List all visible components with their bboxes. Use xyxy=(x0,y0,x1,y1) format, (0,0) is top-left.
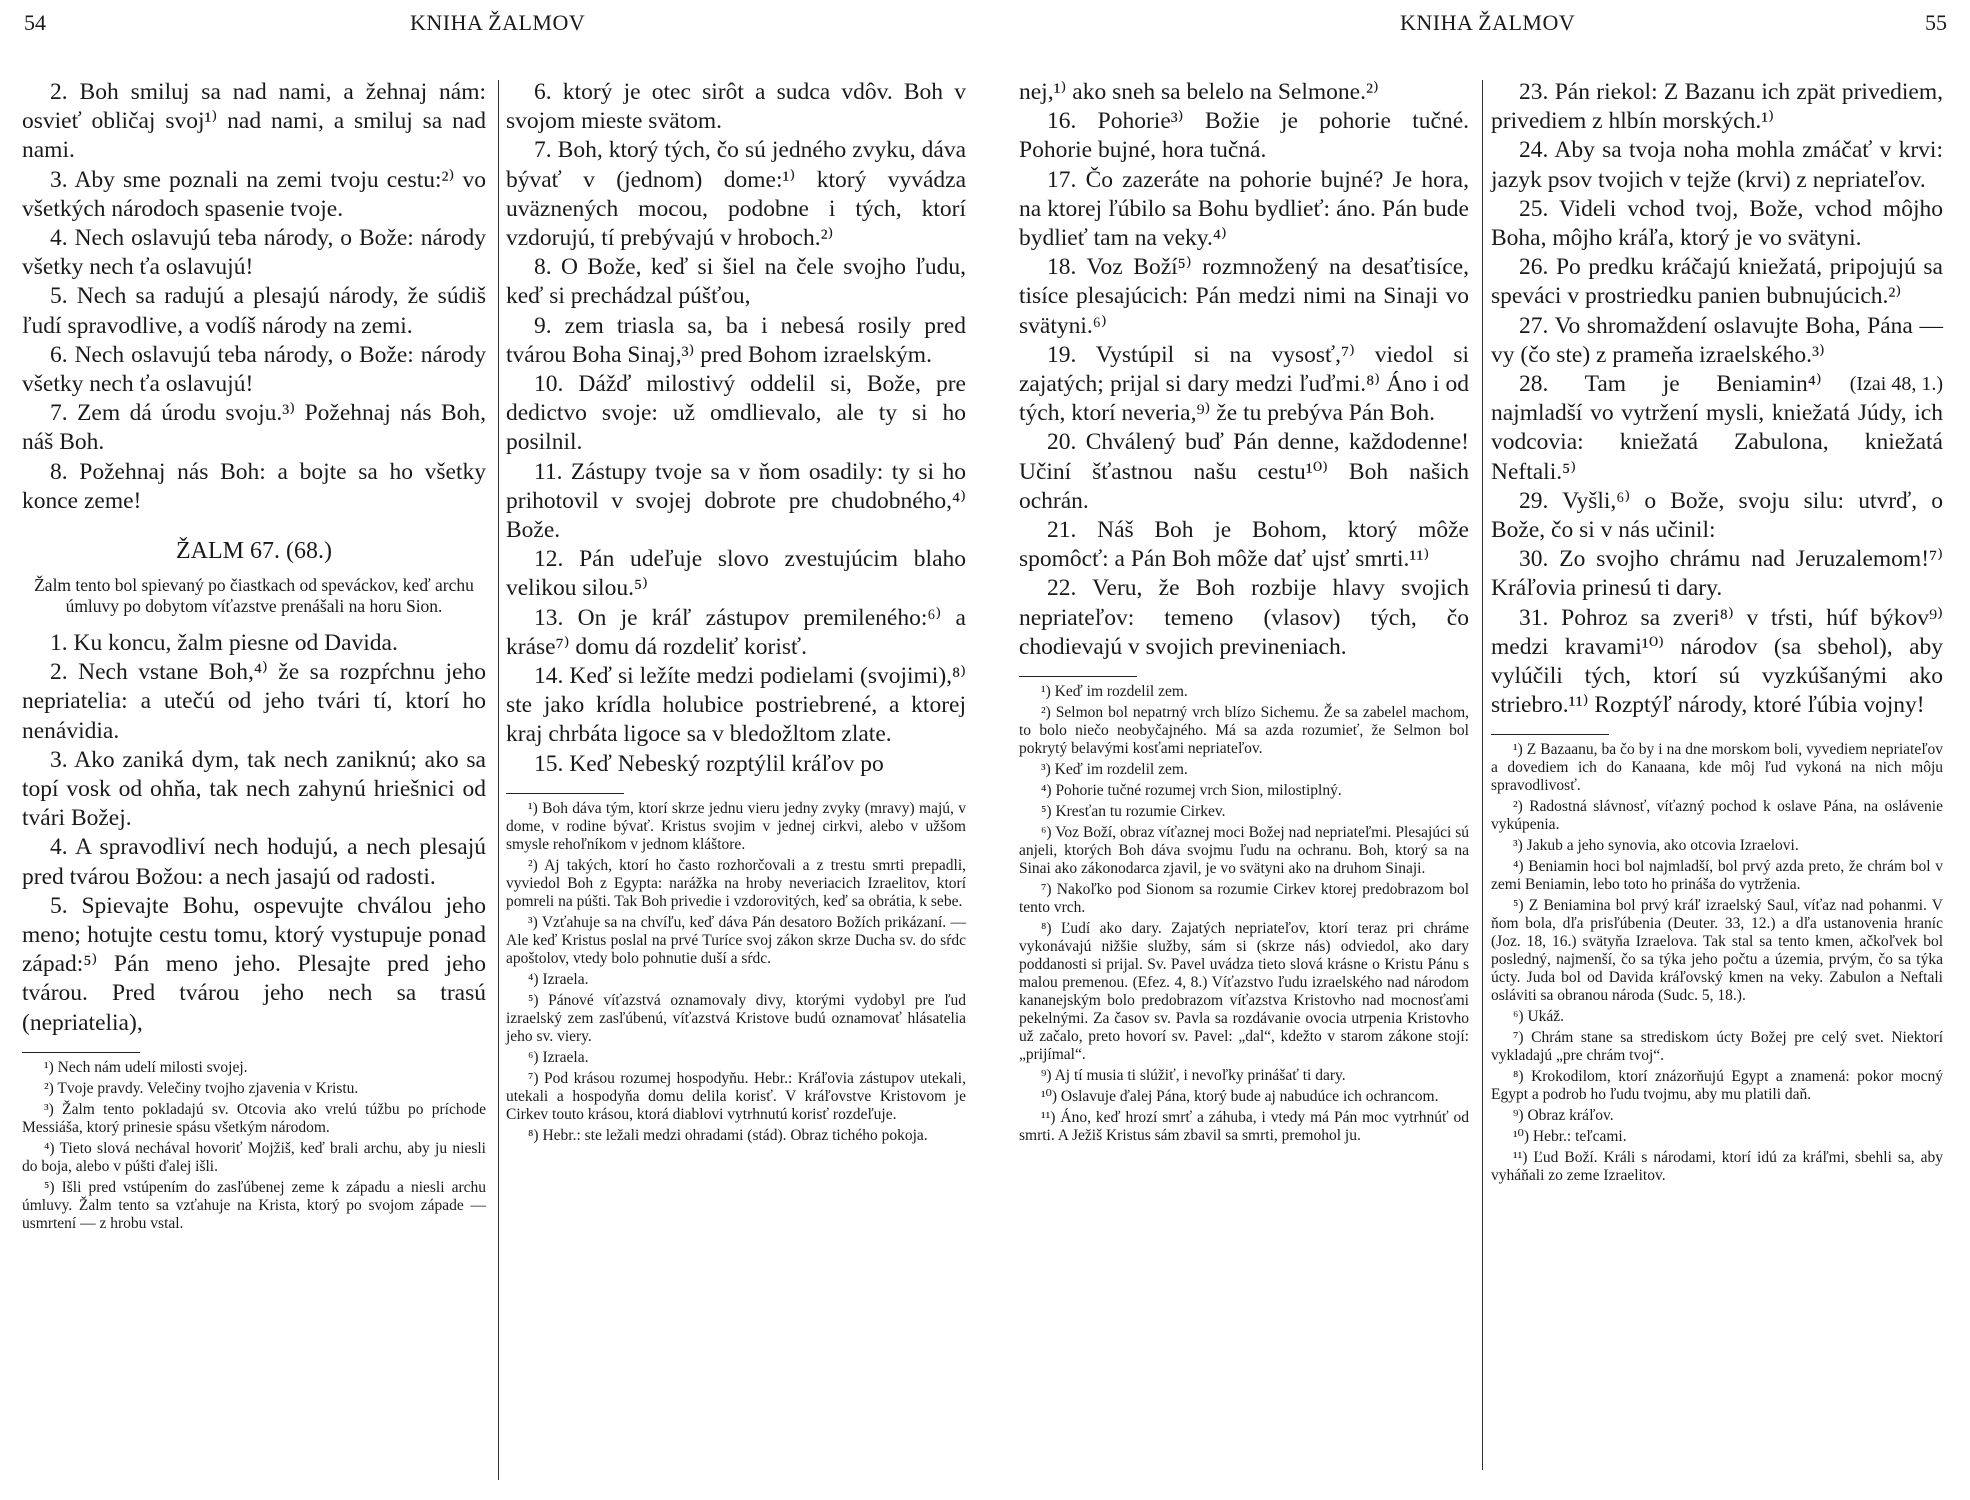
running-head: KNIHA ŽALMOV xyxy=(1400,10,1576,35)
footnote: ⁵) Išli pred vstúpením do zasľúbenej zeme k západu a niesli archu úmluvy. Žalm tento sa vzťahuje na Krista, ktorý po svojom západe — usmrtení — z hrobu vstal. xyxy=(22,1178,486,1232)
footnote: ⁸) Ľudí ako dary. Zajatých nepriateľov, ktorí teraz pri chráme vykonávajú nižšie služby, sám si (skrze nás) odviedol, ako dary poddanosti si prijal. Sv. Pavel uvádza tieto slová krásne o Kristu Pánu s malou premenou. (Efez. 4, 8.) Víťazstvo ľudu izraelského nad národom kananejským bolo predobrazom víťazstva Kristovho nad mocnosťami pekelnými. Za časov sv. Pavla sa rozdávanie ovocia utrpenia Kristovho už začalo, preto hovorí sv. Pavel: „dal“, kdežto v starom zákone stojí: „prijímal“. xyxy=(1019,920,1469,1064)
verse: 26. Po predku kráčajú kniežatá, pripojujú sa speváci v prostriedku panien bubnujúcich.²⁾ xyxy=(1491,254,1943,310)
verse: 13. On je kráľ zástupov premilenéhо:⁶⁾ a kráse⁷⁾ domu dá rozdeliť korisť. xyxy=(506,604,966,660)
verse: 14. Keď si ležíte medzi podielami (svojimi),⁸⁾ ste jako krídla holubice postriebrené, a ktorej kraj chrbáta ligoce sa v bledožltom zlate. xyxy=(506,663,966,748)
footnote: ²) Tvoje pravdy. Velečiny tvojho zjavenia v Kristu. xyxy=(44,1079,359,1097)
verse: 18. Voz Boží⁵⁾ rozmnožený na desaťtisíce, tisíce plesajúcich: Pán medzi nimi na Sinaji vo svätyni.⁶⁾ xyxy=(1019,254,1469,339)
footnote: ¹⁰) Hebr.: teľcami. xyxy=(1513,1128,1627,1146)
column-divider xyxy=(1482,80,1483,1470)
verse: 4. Nech oslavujú teba národy, o Bože: národy všetky nech ťa oslavujú! xyxy=(22,225,486,281)
footnote: ⁵) Z Beniamina bol prvý kráľ izraelský Saul, víťaz nad pohanmi. V ňom bola, dľa prisľúbenia (Deuter. 33, 12.) a dľa ustanovenia hraníc (Joz. 18, 16.) svätyňa Izraelova. Tak stal sa tento kmen, ačkoľvek bol posledný, najmenší, čo sa týka jeho počtu a územia, prvým, čo sa týka úcty. Juda bol od Davida kráľovský kmen na veky. Zabulon a Neftali osláviti sa obranou národa (Sudc. 5, 18.). xyxy=(1491,897,1943,1005)
footnote: ¹) Nech nám udelí milosti svojej. xyxy=(44,1058,248,1076)
footnote: ⁶) Voz Boží, obraz víťaznej moci Božej nad nepriateľmi. Plesajúci sú anjeli, ktorých Boh dáva svojmu ľudu na ochranu. Boh, ktorý sa na Sinai ako zákonodarca zjavil, je vo svätyni ako na druhom Sinaji. xyxy=(1019,824,1469,878)
verse: 4. A spravodliví nech hodujú, a nech plesajú pred tvárou Božou: a nech jasajú od radosti. xyxy=(22,834,486,890)
verse: 28. Tam je Beniamin⁴⁾ najmladší vo vytržení mysli, kniežatá Júdy, ich vodcovia: kniežatá Zabulona, kniežatá Neftali.⁵⁾ xyxy=(1491,371,1943,485)
footnote: ⁴) Beniamin hoci bol najmladší, bol prvý azda preto, že chrám bol v zemi Beniamin, lebo toto ho prináša do vytrženia. xyxy=(1491,858,1943,894)
footnote: ⁷) Chrám stane sa strediskom úcty Božej pre celý svet. Niektorí vykladajú „pre chrám tvoj“. xyxy=(1491,1029,1943,1065)
verse: 15. Keď Nebeský rozptýlil kráľov po xyxy=(534,750,884,777)
verse: 2. Boh smiluj sa nad nami, a žehnaj nám: osvieť obličaj svoj¹⁾ nad nami, a smiluj sa nad nami. xyxy=(22,79,486,164)
footnote: ⁵) Pánové víťazstvá oznamovaly divy, ktorými vydobyl pre ľud izraelský zem zasľúbenú, víťazstvá Kristove budú oznamovať hlásatelia jeho sv. viery. xyxy=(506,991,966,1045)
verse: 24. Aby sa tvoja noha mohla zmáčať v krvi: jazyk psov tvojich v tejže (krvi) z nepriateľov. xyxy=(1491,137,1943,193)
verse: 23. Pán riekol: Z Bazanu ich zpät privediem, privediem z hlbín morských.¹⁾ xyxy=(1491,79,1943,135)
verse: 8. Požehnaj nás Boh: a bojte sa ho všetky konce zeme! xyxy=(22,458,486,514)
verse: 5. Spievajte Bohu, ospevujte chválou jeho meno; hotujte cestu tomu, ktorý vystupuje ponad západ:⁵⁾ Pán meno jeho. Plesajte pred jeho tvárou. Pred tvárou jeho nech sa trasú (nepriatelia), xyxy=(22,892,486,1036)
verse: 8. O Bože, keď si šiel na čele svojho ľudu, keď si prechádzal púšťou, xyxy=(506,254,966,310)
footnote: ⁷) Pod krásou rozumej hospodyňu. Hebr.: Kráľovia zástupov utekali, utekali a hospodyňa domu delila korisť. V kráľovstve Kristovom je Cirkev touto krásou, ktorá diablovi vytrhnutú korisť rozdeľuje. xyxy=(506,1069,966,1123)
verse: 3. Aby sme poznali na zemi tvoju cestu:²⁾ vo všetkých národoch spasenie tvoje. xyxy=(22,166,486,222)
verse: 30. Zo svojho chrámu nad Jeruzalemom!⁷⁾ Kráľovia prinesú ti dary. xyxy=(1491,546,1943,602)
footnote: ¹) Z Bazaanu, ba čo by i na dne morskom boli, vyvediem nepriateľov a dovediem ich do Kanaana, kde môj ľud vykoná na nich môju spravodlivosť. xyxy=(1491,741,1943,795)
column-left-1 xyxy=(22,78,486,1236)
footnote: ¹) Keď im rozdelil zem. xyxy=(1041,683,1188,701)
verse: 6. ktorý je otec sirôt a sudca vdôv. Boh v svojom mieste svätom. xyxy=(506,79,966,135)
column-left-2 xyxy=(506,78,966,1148)
verse: 25. Videli vchod tvoj, Bože, vchod môjho Boha, môjho kráľa, ktorý je vo svätyni. xyxy=(1491,195,1943,252)
verse: 7. Zem dá úrodu svoju.³⁾ Požehnaj nás Boh, náš Boh. xyxy=(22,400,486,456)
verse: 7. Boh, ktorý tých, čo sú jedného zvyku, dáva bývať v (jednom) dome:¹⁾ ktorý vyvádza uväznených mocou, podobne i tých, ktorí vzdorujú, tí prebývajú v hroboch.²⁾ xyxy=(506,137,966,252)
psalm-title: ŽALM 67. (68.) xyxy=(176,538,332,565)
psalm-subtitle: Žalm tento bol spievaný po čiastkach od speváckov, keď archu úmluvy po dobytom víťazstve prenášali na horu Sion. xyxy=(34,575,474,617)
verse: 6. Nech oslavujú teba národy, o Bože: národy všetky nech ťa oslavujú! xyxy=(22,341,486,398)
verse: 29. Vyšli,⁶⁾ o Bože, svoju silu: utvrď, o Bože, čo si v nás učinil: xyxy=(1491,487,1943,544)
verse: 21. Náš Boh je Bohom, ktorý môže spomôcť: a Pán Boh môže dať ujsť smrti.¹¹⁾ xyxy=(1019,517,1469,573)
footnote: ⁶) Izraela. xyxy=(528,1048,589,1066)
verse: 3. Ako zaniká dym, tak nech zaniknú; ako sa topí vosk od ohňa, tak nech zahynú hriešnici od tvári Božej. xyxy=(22,746,486,832)
footnote: ⁴) Pohorie tučné rozumej vrch Sion, milostiplný. xyxy=(1041,782,1342,800)
footnote-rule xyxy=(1019,676,1137,677)
verse: 11. Zástupy tvoje sa v ňom osadily: ty si ho prihotovil v svojej dobrote pre chudobného,⁴⁾ Bože. xyxy=(506,458,966,544)
footnote: ¹¹) Ľud Boží. Králi s národami, ktorí idú za kráľmi, sbehli sa, aby vyháňali zo zeme Izraelitov. xyxy=(1491,1149,1943,1185)
footnote: ⁴) Izraela. xyxy=(528,970,589,988)
verse: 10. Dážď milostivý oddelil si, Bože, pre dedictvo svoje: už omdlievalo, ale ty si ho posilnil. xyxy=(506,371,966,456)
footnote: ²) Selmon bol nepatrný vrch blízo Sichemu. Že sa zabelel machom, to bolo niečo neobyčajného. Má sa azda rozumieť, že Selmon bol pokrytý belavými kosťami nepriateľov. xyxy=(1019,704,1469,758)
footnote: ³) Vzťahuje sa na chvíľu, keď dáva Pán desatoro Božích prikázaní. — Ale keď Kristus poslal na prvé Turíce svoj zákon skrze Ducha sv. do sŕdc apoštolov, vtedy bolo pohnutie duší a sŕdc. xyxy=(506,913,966,967)
verse: 22. Veru, že Boh rozbije hlavy svojich nepriateľov: temeno (vlasov) tých, čo chodievajú v svojich previneniach. xyxy=(1019,575,1469,660)
footnote: ¹) Boh dáva tým, ktorí skrze jednu vieru jedny zvyky (mravy) majú, v dome, v rodine bývať. Kristus svojim v jednej cirkvi, alebo v užšom smysle rehoľníkom v jednom kláštore. xyxy=(506,799,966,853)
column-right-2 xyxy=(1491,78,1943,1188)
footnote: ¹¹) Áno, keď hrozí smrť a záhuba, i vtedy má Pán moc vytrhnúť od smrti. A Ježiš Kristus sám zbavil sa smrti, premohol ju. xyxy=(1019,1109,1469,1145)
footnote-rule xyxy=(506,793,624,794)
footnote: ³) Jakub a jeho synovia, ako otcovia Izraelovi. xyxy=(1513,837,1799,855)
footnote-rule xyxy=(22,1052,140,1053)
verse: 1. Ku koncu, žalm piesne od Davida. xyxy=(50,630,398,657)
footnote: ⁶) Ukáž. xyxy=(1513,1008,1565,1026)
column-right-1 xyxy=(1019,78,1469,1148)
right-page xyxy=(985,0,1970,1500)
footnote: ⁷) Nakoľko pod Sionom sa rozumie Cirkev ktorej predobrazom bol tento vrch. xyxy=(1019,881,1469,917)
verse: 2. Nech vstane Boh,⁴⁾ že sa rozpŕchnu jeho nepriatelia: a utečú od jeho tvári tí, ktorí ho nenávidia. xyxy=(22,659,486,744)
column-divider xyxy=(498,80,499,1480)
verse: 17. Čo zazeráte na pohorie bujné? Je hora, na ktorej ľúbilo sa Bohu bydlieť: áno. Pán bude bydlieť tam na veky.⁴⁾ xyxy=(1019,166,1469,252)
footnote: ⁸) Hebr.: ste ležali medzi ohradami (stád). Obraz tichého pokoja. xyxy=(528,1126,928,1144)
footnote: ⁴) Tieto slová nechával hovoriť Mojžiš, keď brali archu, aby ju niesli do boja, alebo v púšti ďalej išli. xyxy=(22,1139,486,1175)
verse: 27. Vo shromaždení oslavujte Boha, Pána — vy (čo ste) z prameňa izraelského.³⁾ (Izai 48, 1.) xyxy=(1491,312,1943,370)
footnote: ²) Radostná slávnosť, víťazný pochod k oslave Pána, na oslávenie vykúpenia. xyxy=(1491,798,1943,834)
footnote: ⁹) Aj tí musia ti slúžiť, i nevoľky prinášať ti dary. xyxy=(1041,1067,1346,1085)
verse-continued: nej,¹⁾ ako sneh sa belelo na Selmone.²⁾ xyxy=(1019,79,1379,105)
footnote: ⁸) Krokodilom, ktorí znázorňujú Egypt a znamená: pokor mocný Egypt a podrob ho ľudu tvojmu, aby mu platili daň. xyxy=(1491,1068,1943,1104)
footnote: ⁵) Kresťan tu rozumie Cirkev. xyxy=(1041,803,1226,821)
footnote: ¹⁰) Oslavuje ďalej Pána, ktorý bude aj nabudúce ich ochrancom. xyxy=(1041,1088,1439,1106)
verse: 19. Vystúpil si na vysosť,⁷⁾ viedol si zajatých; prijal si dary medzi ľuďmi.⁸⁾ Áno i od tých, ktorí neveria,⁹⁾ že tu prebýva Pán Boh. xyxy=(1019,341,1469,427)
verse-reference: (Izai 48, 1.) xyxy=(1849,373,1943,396)
verse: 5. Nech sa radujú a plesajú národy, že súdiš ľudí spravodlive, a vodíš národy na zemi. xyxy=(22,283,486,339)
verse: 20. Chválený buď Pán denne, každodenne! Učiní šťastnou našu cestu¹⁰⁾ Boh našich ochrán. xyxy=(1019,429,1469,514)
footnote-rule xyxy=(1491,734,1609,735)
verse: 16. Pohorie³⁾ Božie je pohorie tučné. Pohorie bujné, hora tučná. xyxy=(1019,108,1469,164)
verse: 9. zem triasla sa, ba i nebesá rosily pred tvárou Boha Sinaj,³⁾ pred Bohom izraelským. xyxy=(506,312,966,368)
verse: 31. Pohroz sa zveri⁸⁾ v tŕsti, húf býkov⁹⁾ medzi kravami¹⁰⁾ národov (sa sbehol), aby vylúčili tých, ktorí sú vyzkúšanými ako striebro.¹¹⁾ Rozptýľ národy, ktoré ľúbia vojny! xyxy=(1491,604,1943,719)
footnote: ³) Žalm tento pokladajú sv. Otcovia ako vrelú túžbu po príchode Messiáša, ktorý prinesie spásu všetkým národom. xyxy=(22,1100,486,1136)
page-number: 54 xyxy=(24,10,46,35)
footnote: ⁹) Obraz kráľov. xyxy=(1513,1107,1614,1125)
verse: 12. Pán udeľuje slovo zvestujúcim blaho velikou silou.⁵⁾ xyxy=(506,546,966,602)
footnote: ²) Aj takých, ktorí ho často rozhorčovali a z trestu smrti prepadli, vyviedol Boh z Egypta: narážka na hroby neveriacich Izraelitov, ktorí pomreli na púšti. Tak Boh privedie i vzdorovitých, keď sa obrátia, k sebe. xyxy=(506,856,966,910)
running-head: KNIHA ŽALMOV xyxy=(410,10,586,35)
footnote: ³) Keď im rozdelil zem. xyxy=(1041,761,1188,779)
page-number: 55 xyxy=(1925,10,1947,35)
